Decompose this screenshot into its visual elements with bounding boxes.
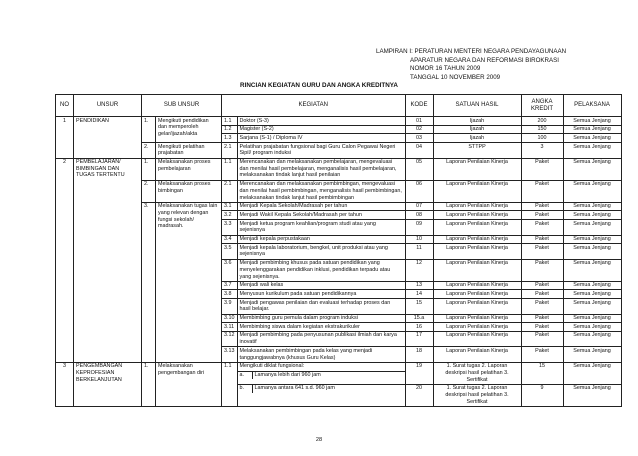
col-no: NO [56,95,74,117]
cell-empty [56,125,74,134]
cell-empty [142,134,156,143]
table-row [56,384,622,406]
cell-no: 3 [56,362,74,384]
cell-kode: 11 [405,244,433,259]
cell-ak: Paket [521,323,563,332]
cell-subno: 1. [142,362,156,384]
cell-subunsur: Mengikuti pelatihan prajabatan [156,143,222,158]
cell-empty [142,125,156,134]
page-title: RINCIAN KEGIATAN GURU DAN ANGKA KREDITNYA [240,82,398,89]
cell-kegiatan: Membimbing guru pemula dalam program induksi [237,314,405,323]
cell-empty [74,134,142,143]
cell-empty [156,384,222,406]
table-header-row [56,95,622,117]
cell-ak: Paket [521,347,563,362]
cell-kegiatan: Sarjana (S-1) / Diploma IV [237,134,405,143]
cell-kode: 12 [405,259,433,281]
cell-kode: 14 [405,290,433,299]
cell-satuan: Laporan Penilaian Kinerja [433,347,521,362]
cell-ak: 200 [521,117,563,126]
cell-no: 1 [56,117,74,126]
header-line-1: LAMPIRAN I: PERATURAN MENTERI NEGARA PENDAYAGUNAAN [376,48,567,55]
table-row [56,362,622,384]
cell-unsur: PENGEMBANGAN KEPROFESIAN BERKELANJUTAN [74,362,142,384]
cell-kode: 04 [405,143,433,158]
cell-satuan: STTPP [433,143,521,158]
cell-ak: 15 [521,362,563,384]
cell-kegno: 3.13 [222,347,238,362]
cell-ak: Paket [521,158,563,180]
cell-kode: 10 [405,235,433,244]
cell-kode: 13 [405,281,433,290]
lampiran-header [376,48,566,82]
cell-kegno: 3.7 [222,281,238,290]
cell-satuan: Laporan Penilaian Kinerja [433,180,521,202]
cell-satuan: Ijazah [433,117,521,126]
cell-subunsur: Melaksanakan pengembangan diri [156,362,222,384]
cell-pelaksana: Semua Jenjang [563,299,621,314]
cell-unsur: PEMBELAJARAN/ BIMBINGAN DAN TUGAS TERTENTU [74,158,142,362]
cell-satuan: Laporan Penilaian Kinerja [433,202,521,211]
table-row [56,134,622,143]
cell-kode: 03 [405,134,433,143]
cell-satuan: 1. Surat tugas 2. Laporan deskripsi hasil pelatihan 3. Sertifikat [433,384,521,406]
table-row [56,158,622,180]
cell-kegiatan [237,384,405,406]
cell-kegno: 3.6 [222,259,238,281]
cell-satuan: Laporan Penilaian Kinerja [433,220,521,235]
cell-empty [56,134,74,143]
cell-pelaksana: Semua Jenjang [563,314,621,323]
cell-pelaksana: Semua Jenjang [563,158,621,180]
cell-ak: 9 [521,384,563,406]
cell-kegno: 3.4 [222,235,238,244]
table-row [56,117,622,126]
cell-kegno: 3.11 [222,323,238,332]
cell-kode: 06 [405,180,433,202]
cell-kode: 01 [405,117,433,126]
cell-kegiatan [237,362,405,384]
cell-kode: 18 [405,347,433,362]
cell-kegno: 1.1 [222,117,238,126]
cell-pelaksana: Semua Jenjang [563,202,621,211]
kegiatan-table [55,94,622,407]
cell-pelaksana: Semua Jenjang [563,244,621,259]
cell-kode: 07 [405,202,433,211]
cell-kegiatan: Menjadi kepala perpustakaan [237,235,405,244]
cell-kegno: 3.12 [222,331,238,346]
sub-item-letter: a. [238,372,253,380]
cell-pelaksana: Semua Jenjang [563,290,621,299]
cell-kegiatan: Menjadi Kepala Sekolah/Madrasah per tahun [237,202,405,211]
cell-satuan: Laporan Penilaian Kinerja [433,281,521,290]
cell-pelaksana: Semua Jenjang [563,117,621,126]
cell-kode: 16 [405,323,433,332]
cell-subunsur: Melaksanakan proses bimbingan [156,180,222,202]
cell-empty [142,384,156,406]
col-kegiatan: KEGIATAN [222,95,406,117]
cell-kode: 09 [405,220,433,235]
cell-ak: 3 [521,143,563,158]
cell-kegno: 1.2 [222,125,238,134]
cell-subno: 3. [142,202,156,362]
cell-kegiatan: Menjadi ketua program keahlian/program studi atau yang sejenisnya [237,220,405,235]
cell-kegno: 3.8 [222,290,238,299]
cell-ak: 100 [521,134,563,143]
cell-pelaksana: Semua Jenjang [563,384,621,406]
cell-kegno: 3.9 [222,299,238,314]
cell-kegiatan: Menjadi pembimbing khusus pada satuan pendidikan yang menyelenggarakan pendidikan inklusi, pendidikan terpadu atau yang sejenisnya. [237,259,405,281]
cell-ak: Paket [521,259,563,281]
cell-pelaksana: Semua Jenjang [563,220,621,235]
cell-pelaksana: Semua Jenjang [563,134,621,143]
cell-kode: 19 [405,362,433,384]
col-pelaksana: PELAKSANA [563,95,621,117]
cell-empty [74,384,142,406]
cell-kegiatan: Menyusun kurikulum pada satuan pendidikannya [237,290,405,299]
cell-pelaksana: Semua Jenjang [563,143,621,158]
cell-subno: 1. [142,117,156,126]
cell-ak: Paket [521,299,563,314]
cell-empty [56,384,74,406]
cell-subunsur: Melaksanakan tugas lain yang relevan dengan fungsi sekolah/ madrasah. [156,202,222,362]
cell-subno: 1. [142,158,156,180]
cell-kegno: 3.3 [222,220,238,235]
cell-kode: 15.a [405,314,433,323]
cell-subno: 2. [142,143,156,158]
cell-kegno: 3.10 [222,314,238,323]
cell-satuan: Ijazah [433,125,521,134]
cell-ak: Paket [521,331,563,346]
cell-ak: Paket [521,211,563,220]
cell-satuan: Ijazah [433,134,521,143]
cell-kegno: 1.3 [222,134,238,143]
cell-satuan: Laporan Penilaian Kinerja [433,323,521,332]
cell-no: 2 [56,158,74,362]
cell-satuan: Laporan Penilaian Kinerja [433,158,521,180]
sub-item-text: Lamanya antara 641 s.d. 960 jam [254,385,335,392]
cell-satuan: Laporan Penilaian Kinerja [433,244,521,259]
cell-ak: Paket [521,202,563,211]
cell-kode: 20 [405,384,433,406]
cell-kegiatan: Menjadi Wakil Kepala Sekolah/Madrasah per tahun [237,211,405,220]
table-row [56,143,622,158]
cell-kode: 05 [405,158,433,180]
cell-ak: Paket [521,235,563,244]
cell-pelaksana: Semua Jenjang [563,347,621,362]
cell-pelaksana: Semua Jenjang [563,362,621,384]
cell-empty [74,143,142,158]
cell-pelaksana: Semua Jenjang [563,323,621,332]
cell-satuan: Laporan Penilaian Kinerja [433,331,521,346]
cell-pelaksana: Semua Jenjang [563,259,621,281]
cell-kegiatan: Merencanakan dan melaksanakan pembimbingan, mengevaluasi dan menilai hasil pembimbingan, menganalisis hasil pembimbingan, melaksanakan tindak lanjut hasil pembimbingan [237,180,405,202]
col-satuan: SATUAN HASIL [433,95,521,117]
cell-ak: Paket [521,281,563,290]
cell-kegiatan: Menjadi pembimbing pada penyusunan publikasi ilmiah dan karya inovatif [237,331,405,346]
cell-ak: 150 [521,125,563,134]
cell-subunsur: Mengikuti pendidikan dan memperoleh gelar/ijazah/akta [156,117,222,143]
cell-empty [56,143,74,158]
cell-kegno: 2.1 [222,180,238,202]
cell-ak: Paket [521,220,563,235]
cell-kegiatan: Menjadi pengawas penilaian dan evaluasi terhadap proses dan hasil belajar. [237,299,405,314]
cell-kode: 02 [405,125,433,134]
cell-kegno: 1.1 [222,158,238,180]
cell-kegiatan: Pelatihan prajabatan fungsional bagi Guru Calon Pegawai Negeri Sipil/ program induksi [237,143,405,158]
cell-satuan: 1. Surat tugas 2. Laporan deskripsi hasil pelatihan 3. Sertifikat [433,362,521,384]
cell-kegno: 1.1 [222,362,238,384]
cell-pelaksana: Semua Jenjang [563,235,621,244]
cell-ak: Paket [521,180,563,202]
cell-kegno: 3.1 [222,202,238,211]
kegiatan-heading: Mengikuti diklat fungsional: [239,363,305,370]
cell-empty [74,125,142,134]
cell-satuan: Laporan Penilaian Kinerja [433,290,521,299]
cell-pelaksana: Semua Jenjang [563,281,621,290]
cell-subunsur: Melaksanakan proses pembelajaran [156,158,222,180]
cell-kode: 15 [405,299,433,314]
cell-subno: 2. [142,180,156,202]
cell-kegno: 2.1 [222,143,238,158]
cell-satuan: Laporan Penilaian Kinerja [433,235,521,244]
col-kode: KODE [405,95,433,117]
cell-satuan: Laporan Penilaian Kinerja [433,211,521,220]
cell-kode: 17 [405,331,433,346]
cell-kegno: 3.5 [222,244,238,259]
cell-pelaksana: Semua Jenjang [563,331,621,346]
col-subunsur: SUB UNSUR [142,95,222,117]
cell-ak: Paket [521,314,563,323]
cell-kegno: 3.2 [222,211,238,220]
cell-satuan: Laporan Penilaian Kinerja [433,314,521,323]
cell-kegiatan: Merencanakan dan melaksanakan pembelajaran, mengevaluasi dan menilai hasil pembelajaran, menganalisis hasil pembelajaran, melaksanakan tindak lanjut hasil penilaian [237,158,405,180]
cell-empty [222,384,238,406]
cell-pelaksana: Semua Jenjang [563,180,621,202]
cell-pelaksana: Semua Jenjang [563,125,621,134]
cell-kegiatan: Menjadi wali kelas [237,281,405,290]
cell-kegiatan: Membimbing siswa dalam kegiatan ekstrakurikuler [237,323,405,332]
header-line-2: APARATUR NEGARA DAN REFORMASI BIROKRASI [410,56,559,64]
cell-ak: Paket [521,244,563,259]
table-row [56,125,622,134]
sub-item-text: Lamanya lebih dari 960 jam [254,372,321,378]
header-line-4: TANGGAL 10 NOVEMBER 2009 [410,73,501,81]
sub-item-letter: b. [238,385,253,393]
cell-ak: Paket [521,290,563,299]
cell-unsur: PENDIDIKAN [74,117,142,126]
cell-kegiatan: Menjadi kepala laboratorium, bengkel, unit produksi atau yang sejenisnya [237,244,405,259]
cell-kode: 08 [405,211,433,220]
cell-kegiatan: Doktor (S-3) [237,117,405,126]
col-unsur: UNSUR [74,95,142,117]
cell-kegiatan: Melaksanakan pembimbingan pada kelas yang menjadi tanggungjawabnya (khusus Guru Kelas) [237,347,405,362]
cell-kegiatan: Magister (S-2) [237,125,405,134]
cell-satuan: Laporan Penilaian Kinerja [433,259,521,281]
page-number: 28 [315,437,323,443]
header-line-3: NOMOR 16 TAHUN 2009 [410,65,481,73]
cell-pelaksana: Semua Jenjang [563,211,621,220]
col-ak: ANGKA KREDIT [521,95,563,117]
cell-satuan: Laporan Penilaian Kinerja [433,299,521,314]
